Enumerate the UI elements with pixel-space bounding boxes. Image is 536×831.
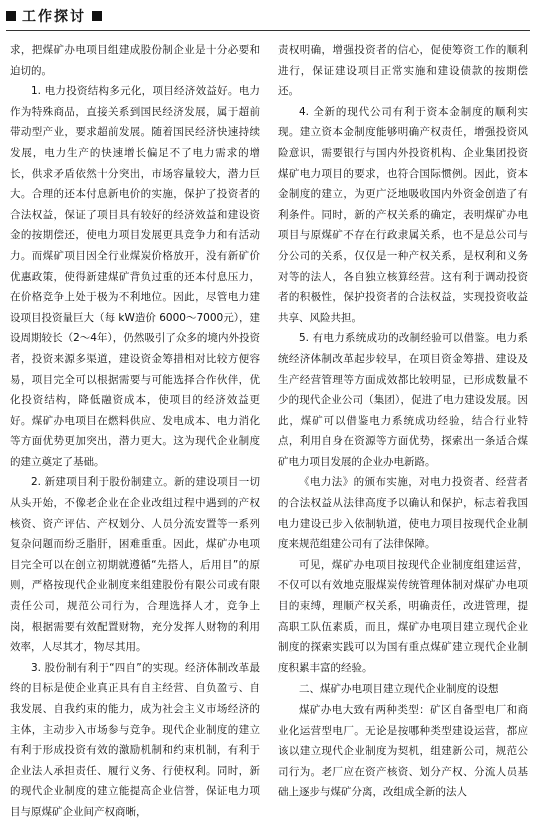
paragraph: 《电力法》的颁布实施，对电力投资者、经营者的合法权益从法律高度予以确认和保护，标志着我国电力建设已步入依制轨道，使电力项目按现代企业制度来规范组建公司有了法律保障。: [278, 476, 528, 551]
paragraph: 责权明确，增强投资者的信心，促使筹资工作的顺利进行，保证建设项目正常实施和建设债款的按期偿还。: [278, 44, 528, 98]
section-header: [6, 6, 102, 26]
paragraph: 煤矿办电大致有两种类型：矿区自备型电厂和商业化运营型电厂。无论是按哪种类型建设运营，都应该以建立现代企业制度为契机，组建新公司，规范公司行为。老厂应在资产核资、划分产权、分流人员基础上逐步与煤矿分离，改组成全新的法人: [278, 704, 528, 799]
right-column: [278, 40, 528, 803]
header-rule: [6, 30, 530, 31]
left-column: [10, 40, 260, 823]
paragraph: 求，把煤矿办电项目组建成股份制企业是十分必要和迫切的。: [10, 44, 260, 77]
paragraph: 3. 股份制有利于“四自”的实现。经济体制改革最终的目标是使企业真正具有自主经营、自负盈亏、自我发展、自我约束的能力，成为社会主义市场经济的主体，主动步入市场参与竞争。现代企业制度的建立有利于形成投资有效的激励机制和约束机制，有利于企业法人承担责任、履行义务、行使权利。同时，新的现代企业制度的建立能提高企业信誉，保证电力项目与原煤矿企业间产权商晰，: [10, 661, 260, 818]
section-heading: 二、煤矿办电项目建立现代企业制度的设想: [299, 683, 499, 696]
section-title: 工作探讨: [22, 9, 86, 25]
square-bullet-icon: [92, 11, 102, 21]
paragraph: 可见，煤矿办电项目按现代企业制度组建运营，不仅可以有效地克服煤炭传统管理体制对煤矿办电项目的束缚，理顺产权关系，明确责任，改进管理，提高职工队伍素质，而且，煤矿办电项目建立现代企业制度的探索实践可以为国有重点煤矿建立现代企业制度积累丰富的经验。: [278, 558, 528, 674]
paragraph: 5. 有电力系统成功的改制经验可以借鉴。电力系统经济体制改革起步较早，在项目资金筹措、建设及生产经营管理等方面成效都比较明显，已形成数量不少的现代企业公司（集团），促进了电力建设发展。因此，煤矿可以借鉴电力系统成功经验，结合行业特点，利用自身在资源等方面优势，探索出一条适合煤矿电力项目发展的企业办电新路。: [278, 332, 528, 468]
square-bullet-icon: [6, 11, 16, 21]
paragraph: 1. 电力投资结构多元化，项目经济效益好。电力作为特殊商品，直接关系到国民经济发展，属于超前带动型产业，要求超前发展。随着国民经济快速持续发展，电力生产的快速增长偏足不了电力需求的增长，供求矛盾依然十分突出，市场容量较大，潜力巨大。合理的还本付息新电价的实施，保护了投资者的合法权益，保证了项目具有较好的经济效益和建设资金的按期偿还，使电力项目发展更具竞争力和有活动力。而煤矿项目因全行业煤炭价格放开，没有新矿价优惠政策，使得新建煤矿背负过重的还本付息压力，在价格竞争上处于极为不利地位。因此，尽管电力建设项目投资量巨大（每 kW造价 6000～7000元），建设周期较长（2～4年），仍然吸引了众多的境内外投资者，投资来源多渠道，建设资金筹措相对比较方便容易，项目完全可以根据需要与可能选择合作伙伴，优化投资结构，降低融资成本，使项目的经济效益更好。煤矿办电项目在燃料供应、发电成本、电力消化等方面优势更加突出，潜力更大。这为现代企业制度的建立奠定了基础。: [10, 85, 260, 468]
paragraph: 4. 全新的现代公司有利于资本金制度的顺利实现。建立资本金制度能够明确产权责任，增强投资风险意识，需要银行与国内外投资机构、企业集团投资煤矿电力项目的要求，也符合国际惯例。因此，资本金制度的建立，为更广泛地吸收国内外资金创造了有利条件。同时，新的产权关系的确定，表明煤矿办电项目与原煤矿不存在行政隶属关系，也不是总公司与分公司的关系，仅仅是一种产权关系，是权利和义务对等的法人，各自独立核算经营。这有利于调动投资者的积极性，保护投资者的合法权益，实现投资收益共享、风险共担。: [278, 105, 528, 324]
paragraph: 2. 新建项目利于股份制建立。新的建设项目一切从头开始，不像老企业在企业改组过程中遇到的产权核资、资产评估、产权划分、人员分流安置等一系列复杂问题而纷乏脂肝，困难重重。因此，煤矿办电项目完全可以在创立初期就遵循“先搭人，后用目”的原则，严格按现代企业制度来组建股份有限公司或有限责任公司，规范公司行为，合理选择人才，竞争上岗，根据需要有效配置财物，充分发挥人财物的利用效率，人尽其才，物尽其用。: [10, 476, 260, 654]
